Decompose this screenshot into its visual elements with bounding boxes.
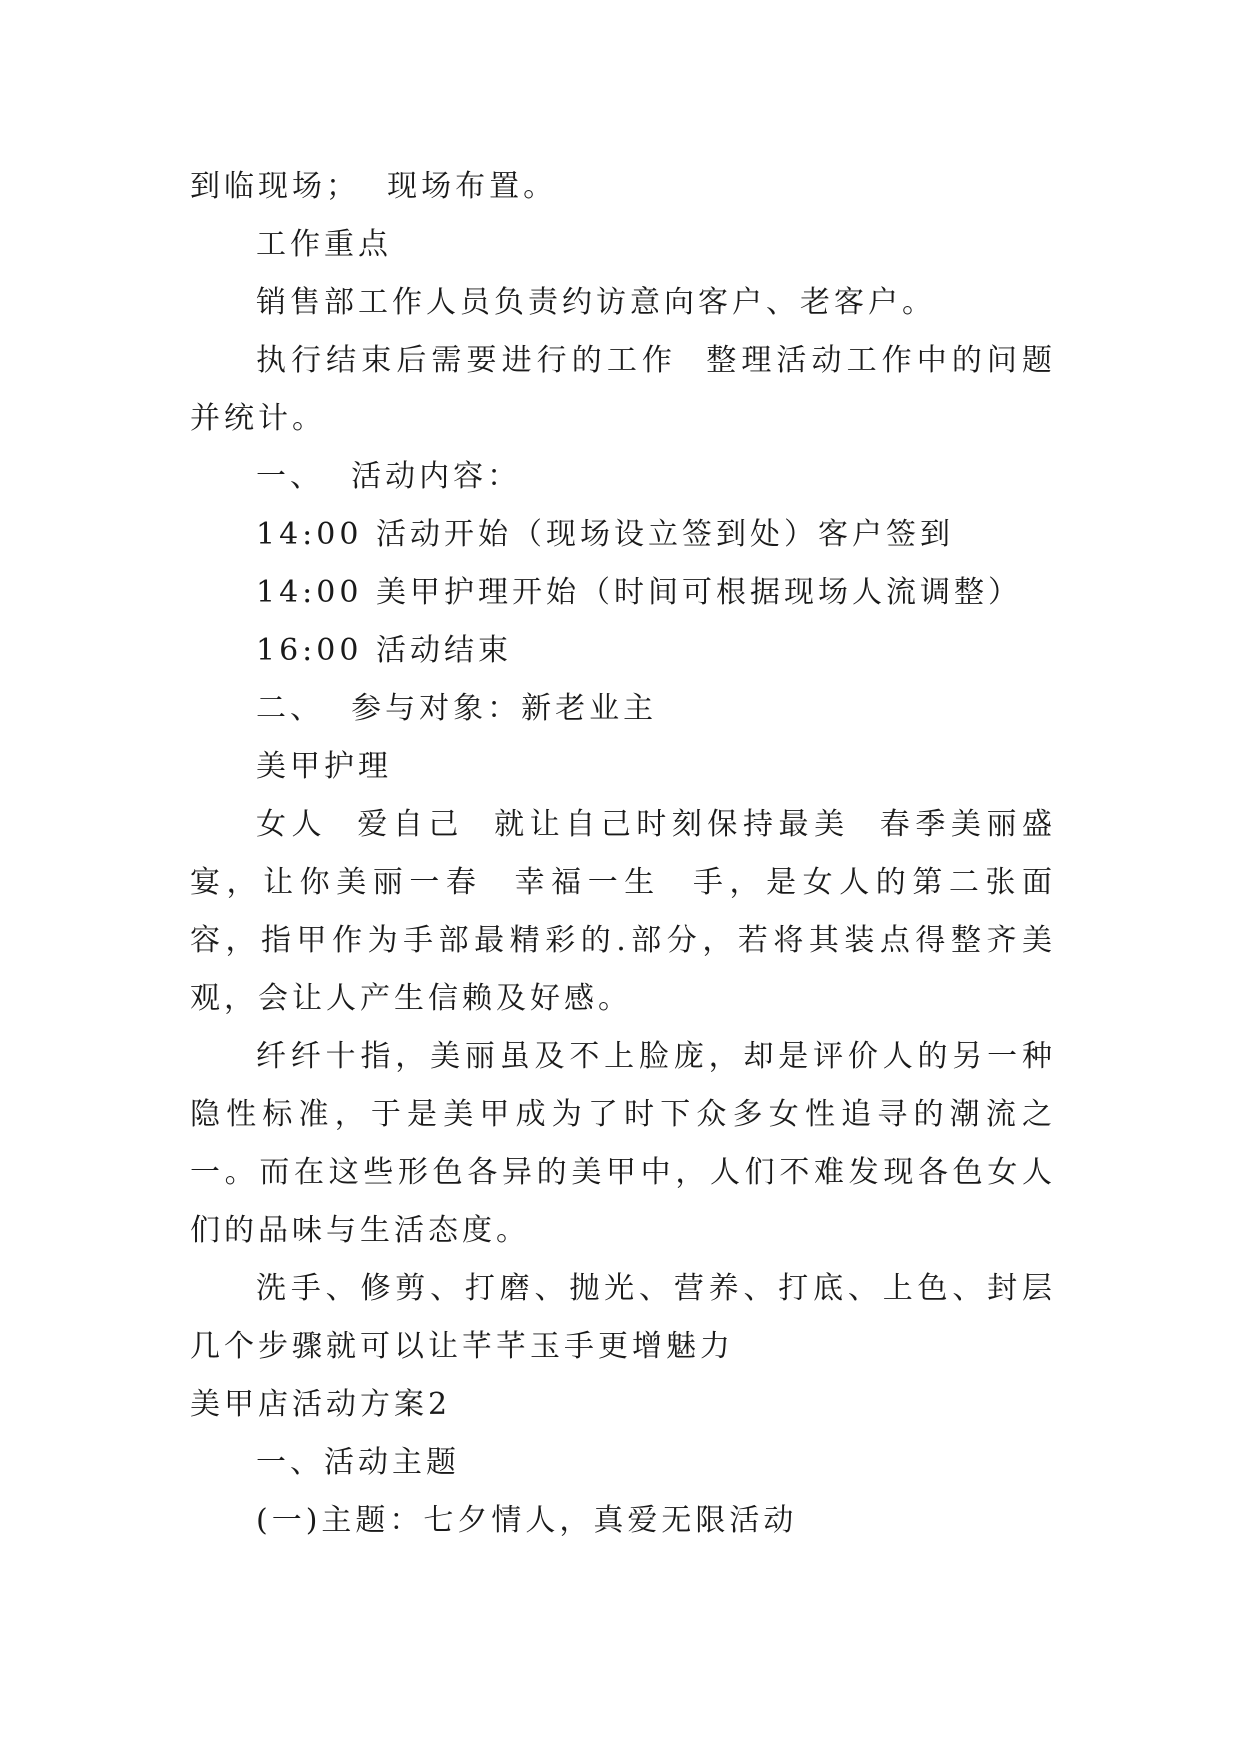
section-heading: 美甲护理 — [256, 749, 392, 784]
section-heading: 工作重点 — [256, 227, 392, 262]
schedule-item: 14:00 活动开始（现场设立签到处）客户签到 — [256, 517, 954, 552]
paragraph: 销售部工作人员负责约访意向客户、老客户。 — [256, 285, 936, 320]
paragraph: 到临现场； 现场布置。 — [190, 169, 558, 204]
paragraph: 洗手、修剪、打磨、抛光、营养、打底、上色、封层几个步骤就可以让芊芊玉手更增魅力 — [190, 1271, 1056, 1364]
schedule-item: 16:00 活动结束 — [256, 633, 512, 668]
schedule-item: 14:00 美甲护理开始（时间可根据现场人流调整） — [256, 575, 1022, 610]
section-heading: 二、 参与对象：新老业主 — [256, 691, 658, 726]
section-heading: 一、活动主题 — [256, 1445, 460, 1480]
document-title: 美甲店活动方案2 — [190, 1387, 452, 1422]
paragraph: (一)主题：七夕情人，真爱无限活动 — [256, 1503, 798, 1538]
section-heading: 一、 活动内容： — [256, 459, 522, 494]
paragraph: 执行结束后需要进行的工作 整理活动工作中的问题并统计。 — [190, 343, 1056, 436]
document-page — [190, 158, 1056, 1550]
paragraph: 女人 爱自己 就让自己时刻保持最美 春季美丽盛宴，让你美丽一春 幸福一生 手，是女人的第二张面容，指甲作为手部最精彩的.部分，若将其装点得整齐美观，会让人产生信赖及好感。 — [190, 807, 1056, 1016]
paragraph: 纤纤十指，美丽虽及不上脸庞，却是评价人的另一种隐性标准，于是美甲成为了时下众多女性追寻的潮流之一。而在这些形色各异的美甲中，人们不难发现各色女人们的品味与生活态度。 — [190, 1039, 1056, 1248]
